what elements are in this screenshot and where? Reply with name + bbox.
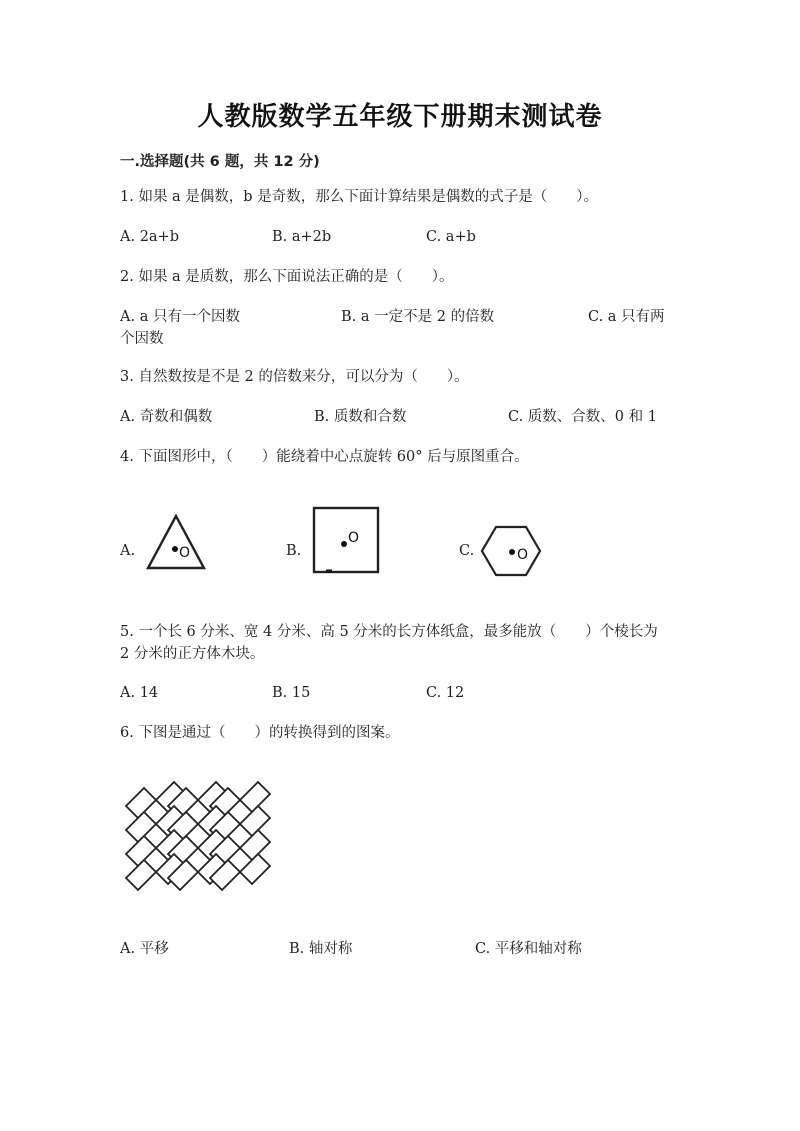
question-2-stem: 2. 如果 a 是质数，那么下面说法正确的是（ ）。 [120, 269, 454, 285]
question-3-stem: 3. 自然数按是不是 2 的倍数来分，可以分为（ ）。 [120, 369, 469, 385]
question-5-option-c: C. 12 [426, 685, 465, 701]
question-2-option-a: A. a 只有一个因数 [120, 309, 240, 325]
question-4-stem: 4. 下面图形中，（ ）能绕着中心点旋转 60° 后与原图重合。 [120, 449, 529, 465]
question-2-option-b: B. a 一定不是 2 的倍数 [341, 309, 495, 325]
question-1-option-b: B. a+2b [272, 229, 332, 245]
question-1-option-a: A. 2a+b [120, 229, 179, 245]
question-3-option-b: B. 质数和合数 [314, 409, 407, 425]
question-2-option-c: C. a 只有两 [588, 309, 665, 325]
question-1-option-c: C. a+b [426, 229, 476, 245]
question-5-stem: 5. 一个长 6 分米、宽 4 分米、高 5 分米的长方体纸盒，最多能放（ ）个棱长为 2 分米的正方体木块。 [120, 624, 658, 662]
question-6-option-a: A. 平移 [120, 941, 169, 957]
page-title: 人教版数学五年级下册期末测试卷 [197, 102, 603, 132]
hexagon-figure [478, 522, 544, 580]
question-5-option-b: B. 15 [272, 685, 311, 701]
figure-mark-o: O [179, 545, 191, 561]
tile-pattern-figure [118, 776, 268, 894]
question-4-label-b: B. [286, 543, 302, 559]
section-heading: 一.选择题(共 6 题，共 12 分) [120, 154, 320, 170]
figure-mark-o: O [348, 530, 360, 546]
question-6-option-b: B. 轴对称 [289, 941, 353, 957]
figure-mark-o: O [517, 547, 529, 563]
question-4-label-c: C. [459, 543, 475, 559]
question-4-label-a: A. [120, 543, 136, 559]
question-6-option-c: C. 平移和轴对称 [475, 941, 582, 957]
question-6-stem: 6. 下图是通过（ ）的转换得到的图案。 [120, 725, 400, 741]
question-3-option-c: C. 质数、合数、0 和 1 [508, 409, 657, 425]
square-figure [306, 500, 386, 580]
question-1-stem: 1. 如果 a 是偶数，b 是奇数，那么下面计算结果是偶数的式子是（ ）。 [120, 189, 598, 205]
triangle-figure [140, 512, 210, 574]
question-2-option-c-continued: 个因数 [120, 331, 164, 347]
question-3-option-a: A. 奇数和偶数 [120, 409, 213, 425]
question-5-option-a: A. 14 [120, 685, 159, 701]
